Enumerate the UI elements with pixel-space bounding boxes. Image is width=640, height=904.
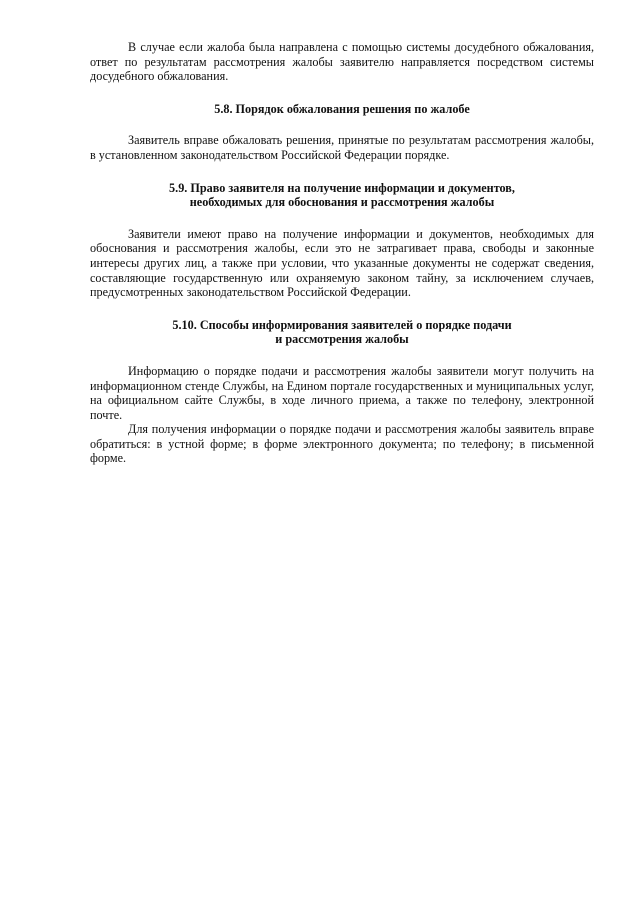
paragraph-appeal-decision: Заявитель вправе обжаловать решения, принятые по результатам рассмотрения жалобы, в установленном законодательством Российской Федерации порядке. <box>90 133 594 162</box>
heading-5-10-line-1: 5.10. Способы информирования заявителей о порядке подачи <box>172 317 512 332</box>
heading-5-8-text: 5.8. Порядок обжалования решения по жалобе <box>214 101 470 116</box>
heading-5-10 <box>90 318 594 347</box>
document-page <box>90 40 594 466</box>
heading-5-10-line-2: и рассмотрения жалобы <box>275 332 409 347</box>
paragraph-pre-trial-appeal-answer: В случае если жалоба была направлена с помощью системы досудебного обжалования, ответ по результатам рассмотрения жалобы заявителю направляется посредством системы досудебного обжалования. <box>90 40 594 84</box>
paragraph-information-sources: Информацию о порядке подачи и рассмотрения жалобы заявители могут получить на информационном стенде Службы, на Едином портале государственных и муниципальных услуг, на официальном сайте Службы, в ходе личного приема, а также по телефону, электронной почте. <box>90 363 594 422</box>
heading-5-9 <box>90 181 594 210</box>
heading-5-8 <box>90 102 594 117</box>
paragraph-right-to-information: Заявители имеют право на получение информации и документов, необходимых для обоснования и рассмотрения жалобы, если это не затрагивает права, свободы и законные интересы других лиц, а также при условии, что указанные документы не содержат сведения, составляющие государственную или охраняемую законом тайну, за исключением случаев, предусмотренных законодательством Российской Федерации. <box>90 226 594 300</box>
heading-5-9-line-1: 5.9. Право заявителя на получение информации и документов, <box>169 180 515 195</box>
paragraph-contact-methods: Для получения информации о порядке подачи и рассмотрения жалобы заявитель вправе обратиться: в устной форме; в форме электронного документа; по телефону; в письменной форме. <box>90 422 594 466</box>
heading-5-9-line-2: необходимых для обоснования и рассмотрения жалобы <box>189 195 495 210</box>
